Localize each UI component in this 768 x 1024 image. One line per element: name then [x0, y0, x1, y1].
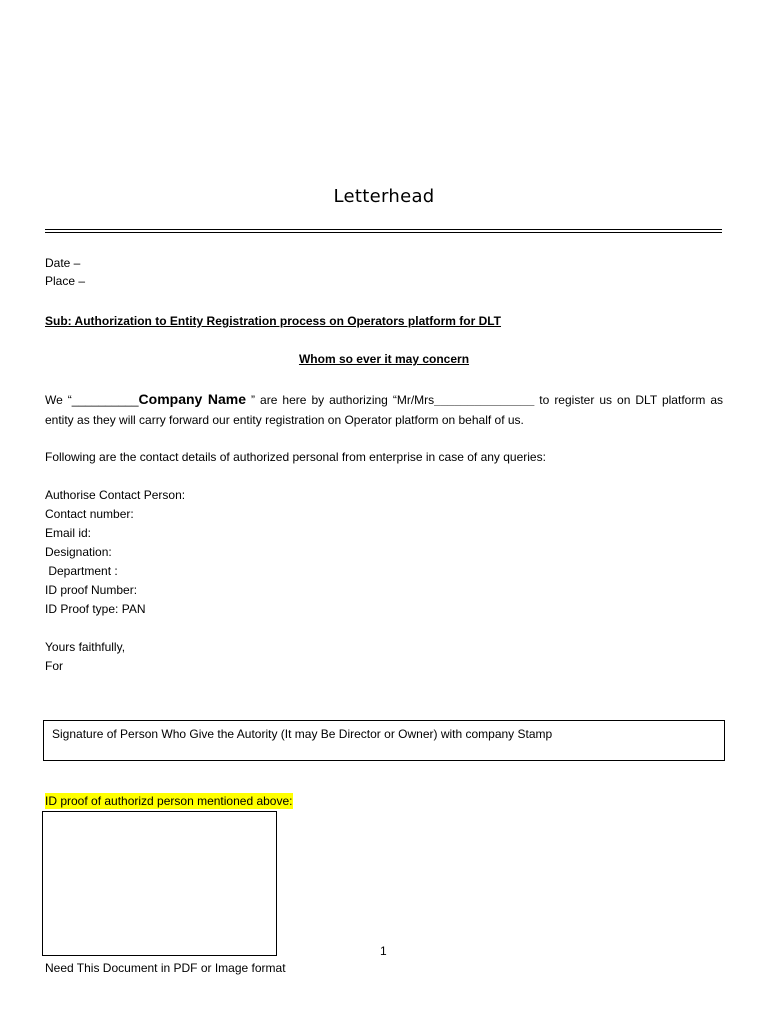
format-note: Need This Document in PDF or Image format [45, 961, 286, 975]
field-designation: Designation: [45, 545, 112, 559]
field-id-proof-type: ID Proof type: PAN [45, 602, 146, 616]
paragraph-authorizing: ” are here by authorizing “Mr/Mrs [246, 393, 435, 407]
closing-yours-faithfully: Yours faithfully, [45, 640, 126, 654]
signature-box [43, 720, 725, 761]
signature-instructions: Signature of Person Who Give the Autority (It may Be Director or Owner) with company Stamp [52, 727, 553, 741]
header-rule-top [45, 229, 722, 230]
id-proof-label: ID proof of authorizd person mentioned above: [45, 794, 293, 808]
date-label: Date – [45, 256, 81, 270]
field-email-id: Email id: [45, 526, 92, 540]
salutation: Whom so ever it may concern [298, 352, 470, 366]
company-name-placeholder: Company Name [138, 391, 247, 407]
field-contact-person: Authorise Contact Person: [45, 488, 186, 502]
place-label: Place – [45, 274, 86, 288]
subject-line: Sub: Authorization to Entity Registration process on Operators platform for DLT [45, 314, 502, 328]
contact-details-intro: Following are the contact details of authorized personal from enterprise in case of any queries: [45, 450, 546, 464]
id-proof-box [42, 811, 277, 956]
header-rule-bottom [45, 232, 722, 233]
field-id-proof-number: ID proof Number: [45, 583, 138, 597]
letterhead-title: Letterhead [333, 186, 435, 207]
field-contact-number: Contact number: [45, 507, 134, 521]
person-name-blank: _______________ [434, 393, 535, 407]
closing-for: For [45, 659, 63, 673]
paragraph-opening: We “__________ [45, 393, 139, 407]
paragraph-closing: to register us on DLT platform as entity as they will carry forward our entity registration on Operator platform on behalf of us. [45, 393, 724, 427]
field-department: Department : [45, 564, 118, 578]
page-number: 1 [380, 944, 387, 958]
id-proof-label-wrapper [45, 794, 293, 808]
authorization-paragraph [45, 389, 723, 430]
